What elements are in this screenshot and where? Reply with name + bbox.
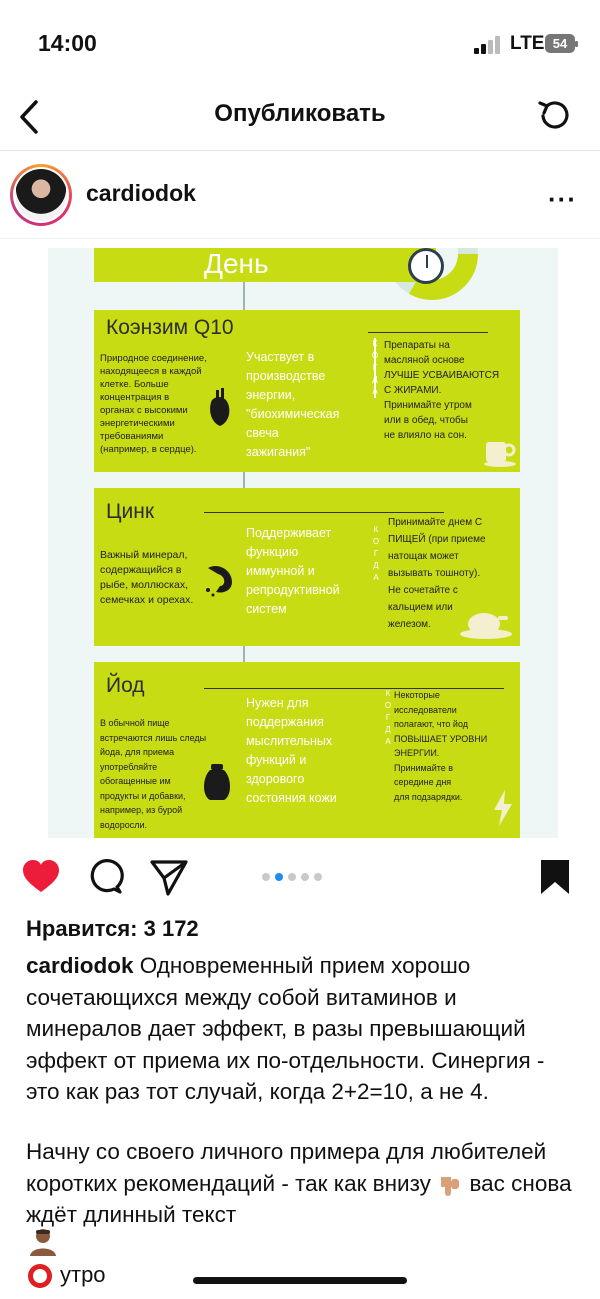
share-button[interactable] — [148, 856, 190, 898]
network-label: LTE — [510, 33, 545, 54]
signal-icon — [474, 34, 506, 54]
caption-paragraph — [26, 1136, 576, 1231]
carousel-dot-active — [275, 873, 283, 881]
page-title: Опубликовать — [214, 100, 386, 127]
clock-icon — [408, 248, 444, 284]
likes-count[interactable]: Нравится: 3 172 — [26, 916, 199, 941]
post-caption — [26, 950, 576, 1108]
refresh-icon — [532, 94, 576, 138]
item-name: Йод — [106, 674, 145, 697]
timeline-line — [243, 472, 245, 488]
item-role: Нужен для поддержания мыслительных функций и здорового состояния кожи — [246, 696, 337, 805]
caption-text: Начну со своего личного примера для любителей коротких рекомендаций - так как внизу — [26, 1139, 547, 1196]
avatar[interactable] — [10, 164, 72, 226]
refresh-button[interactable] — [532, 94, 576, 138]
when-label: К О Г Д А — [384, 689, 392, 746]
timeline-line — [243, 646, 245, 662]
heading-rule — [204, 512, 444, 513]
carousel-dot — [314, 873, 322, 881]
post-username[interactable]: cardiodok — [86, 180, 196, 206]
header-divider — [0, 150, 600, 151]
lightning-icon — [492, 790, 514, 826]
heart-icon — [20, 856, 62, 898]
red-circle-icon — [28, 1264, 52, 1288]
caption-last-line — [24, 1228, 324, 1298]
caption-username[interactable]: cardiodok — [26, 953, 134, 978]
item-role: Поддерживает функцию иммунной и репродуктивной систем — [246, 526, 340, 616]
carousel-dot — [288, 873, 296, 881]
carousel-dot — [262, 873, 270, 881]
status-time: 14:00 — [38, 30, 97, 56]
caption-last-word: утро — [60, 1262, 106, 1287]
coenzyme-card — [94, 310, 520, 472]
item-role: Участвует в производстве энергии, "биохимическая свеча зажигания" — [246, 350, 340, 459]
item-description: В обычной пище встречаются лишь следы йода, для приема употребляйте обогащенные им продукты и добавки, например, из бурой водоросли. — [100, 718, 207, 830]
when-label: К О Г Д А — [372, 525, 380, 582]
item-description: Важный минерал, содержащийся в рыбе, моллюсках, семечках и орехах. — [100, 549, 194, 606]
iodine-card — [94, 662, 520, 838]
item-name: Цинк — [106, 500, 155, 523]
when-label: К О Г Д А — [371, 339, 379, 396]
carousel-dot — [301, 873, 309, 881]
zinc-card — [94, 488, 520, 646]
bookmark-icon — [534, 856, 576, 898]
cup-icon — [482, 428, 518, 468]
battery-icon: 54 — [545, 34, 575, 53]
like-button[interactable] — [20, 856, 62, 898]
item-advice: Принимайте днем С ПИЩЕЙ (при приеме натощак может вызывать тошноту). Не сочетайте с кальцием или железом. — [388, 517, 486, 630]
caption-text: Одновременный прием хорошо сочетающихся между собой витаминов и минералов дает эффект, в разы превышающий эффект от приема их по-отдельности. Синергия - это как раз тот случай, когда 2+2=10, а не 4. — [26, 953, 545, 1104]
send-icon — [148, 856, 190, 898]
heart-organ-icon — [206, 388, 234, 428]
more-options-icon[interactable]: ··· — [548, 184, 577, 214]
day-banner — [94, 248, 436, 282]
carousel-indicator — [262, 868, 327, 878]
item-name: Коэнзим Q10 — [106, 316, 234, 339]
post-actions — [0, 850, 600, 906]
status-bar — [0, 0, 600, 86]
heading-rule — [368, 332, 488, 333]
timeline-line — [243, 282, 245, 312]
pointing-down-emoji-icon — [437, 1173, 463, 1197]
comment-icon — [84, 856, 126, 898]
caption-text: вас снова ждёт длинный текст — [26, 1170, 572, 1227]
home-indicator[interactable] — [193, 1277, 407, 1284]
post-header — [0, 160, 600, 230]
item-advice: Некоторые исследователи полагают, что йод ПОВЫШАЕТ УРОВНИ ЭНЕРГИИ. Принимайте в середине дня для подзарядки. — [394, 690, 488, 802]
person-emoji-icon — [28, 1228, 58, 1256]
top-bar — [0, 86, 600, 150]
fish-icon — [204, 560, 238, 598]
item-description: Природное соединение, находящееся в каждой клетке. Больше концентрация в органах с высокими энергетическими требованиями (например, в сердце). — [100, 353, 207, 455]
post-image[interactable] — [48, 248, 558, 838]
item-advice: Препараты на масляной основе ЛУЧШЕ УСВАИВАЮТСЯ С ЖИРАМИ. Принимайте утром или в обед, чтобы не влияло на сон. — [384, 340, 500, 441]
supplement-bag-icon — [202, 762, 232, 802]
save-button[interactable] — [534, 856, 576, 898]
post-divider — [0, 238, 600, 239]
comment-button[interactable] — [84, 856, 126, 898]
chicken-dish-icon — [458, 606, 514, 640]
day-label: День — [204, 248, 269, 279]
